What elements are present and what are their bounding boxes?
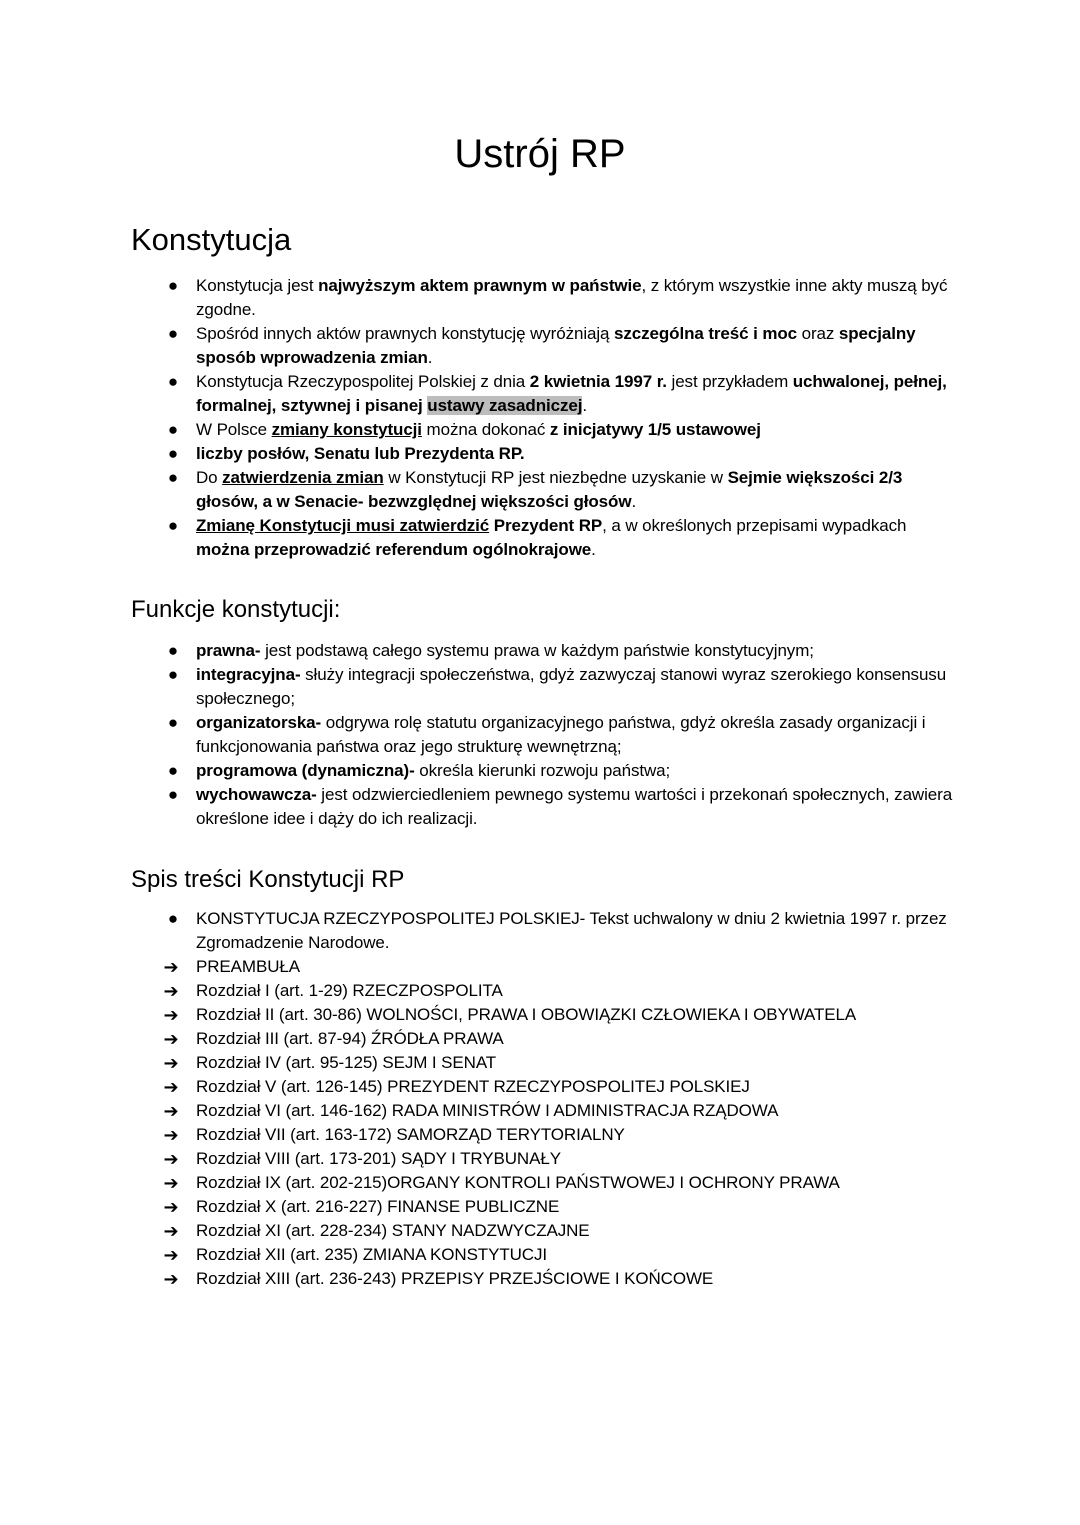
- list-item: ● Zmianę Konstytucji musi zatwierdzić Prezydent RP, a w określonych przepisami wypadkach można przeprowadzić referendum ogólnokrajowe.: [0, 514, 1080, 562]
- highlighted-term: ustawy zasadniczej: [427, 396, 583, 415]
- chapter-item: ➔ Rozdział XIII (art. 236-243) PRZEPISY PRZEJŚCIOWE I KOŃCOWE: [0, 1267, 1080, 1291]
- bullet-icon: ●: [167, 641, 179, 660]
- list-item: ● Spośród innych aktów prawnych konstytucję wyróżniają szczególna treść i moc oraz specjalny sposób wprowadzenia zmian.: [0, 322, 1080, 370]
- list-item: ● prawna- jest podstawą całego systemu prawa w każdym państwie konstytucyjnym;: [0, 639, 1080, 663]
- chapter-item: ➔ Rozdział III (art. 87-94) ŹRÓDŁA PRAWA: [0, 1027, 1080, 1051]
- list-item: ● programowa (dynamiczna)- określa kierunki rozwoju państwa;: [0, 759, 1080, 783]
- chapter-item: ➔ Rozdział XI (art. 228-234) STANY NADZWYCZAJNE: [0, 1219, 1080, 1243]
- arrow-right-icon: ➔: [163, 1197, 179, 1217]
- chapter-item: ➔ Rozdział VIII (art. 173-201) SĄDY I TRYBUNAŁY: [0, 1147, 1080, 1171]
- chapter-item: ➔ Rozdział IV (art. 95-125) SEJM I SENAT: [0, 1051, 1080, 1075]
- chapter-item: ➔ Rozdział XII (art. 235) ZMIANA KONSTYTUCJI: [0, 1243, 1080, 1267]
- arrow-right-icon: ➔: [163, 981, 179, 1001]
- arrow-right-icon: ➔: [163, 1221, 179, 1241]
- arrow-right-icon: ➔: [163, 1053, 179, 1073]
- bullet-icon: ●: [167, 785, 179, 804]
- chapter-item: ➔ Rozdział VI (art. 146-162) RADA MINISTRÓW I ADMINISTRACJA RZĄDOWA: [0, 1099, 1080, 1123]
- list-item: ● W Polsce zmiany konstytucji można dokonać z inicjatywy 1/5 ustawowej: [0, 418, 1080, 442]
- arrow-right-icon: ➔: [163, 1005, 179, 1025]
- bullet-icon: ●: [167, 372, 179, 391]
- arrow-right-icon: ➔: [163, 1077, 179, 1097]
- bullet-icon: ●: [167, 420, 179, 439]
- chapter-item: ➔ Rozdział IX (art. 202-215)ORGANY KONTROLI PAŃSTWOWEJ I OCHRONY PRAWA: [0, 1171, 1080, 1195]
- chapter-item: ➔ Rozdział V (art. 126-145) PREZYDENT RZECZYPOSPOLITEJ POLSKIEJ: [0, 1075, 1080, 1099]
- arrow-right-icon: ➔: [163, 957, 179, 977]
- bullet-icon: ●: [167, 713, 179, 732]
- konstytucja-list: [0, 274, 1080, 562]
- arrow-right-icon: ➔: [163, 1101, 179, 1121]
- arrow-right-icon: ➔: [163, 1029, 179, 1049]
- list-item: ● integracyjna- służy integracji społeczeństwa, gdyż zazwyczaj stanowi wyraz szerokiego konsensusu społecznego;: [0, 663, 1080, 711]
- bullet-icon: ●: [167, 444, 179, 463]
- chapter-item: ➔ Rozdział VII (art. 163-172) SAMORZĄD TERYTORIALNY: [0, 1123, 1080, 1147]
- arrow-right-icon: ➔: [163, 1149, 179, 1169]
- section-heading-funkcje: Funkcje konstytucji:: [131, 596, 341, 623]
- bullet-icon: ●: [167, 665, 179, 684]
- bullet-icon: ●: [167, 324, 179, 343]
- bullet-icon: ●: [167, 468, 179, 487]
- bullet-icon: ●: [167, 516, 179, 535]
- list-item: ● KONSTYTUCJA RZECZYPOSPOLITEJ POLSKIEJ- Tekst uchwalony w dniu 2 kwietnia 1997 r. przez Zgromadzenie Narodowe.: [0, 907, 1080, 955]
- arrow-right-icon: ➔: [163, 1173, 179, 1193]
- bullet-icon: ●: [167, 276, 179, 295]
- list-item: ● organizatorska- odgrywa rolę statutu organizacyjnego państwa, gdyż określa zasady organizacji i funkcjonowania państwa oraz jego strukturę wewnętrzną;: [0, 711, 1080, 759]
- chapter-item: ➔ Rozdział II (art. 30-86) WOLNOŚCI, PRAWA I OBOWIĄZKI CZŁOWIEKA I OBYWATELA: [0, 1003, 1080, 1027]
- bullet-icon: ●: [167, 761, 179, 780]
- page-title: Ustrój RP: [454, 132, 626, 176]
- spis-tresci-list: [0, 907, 1080, 1291]
- chapter-item: ➔ Rozdział X (art. 216-227) FINANSE PUBLICZNE: [0, 1195, 1080, 1219]
- section-heading-spis-tresci: Spis treści Konstytucji RP: [131, 866, 405, 893]
- funkcje-list: [0, 639, 1080, 831]
- list-item: ● Do zatwierdzenia zmian w Konstytucji RP jest niezbędne uzyskanie w Sejmie większości 2/3 głosów, a w Senacie- bezwzględnej większości głosów.: [0, 466, 1080, 514]
- section-heading-konstytucja: Konstytucja: [131, 222, 292, 257]
- arrow-right-icon: ➔: [163, 1269, 179, 1289]
- list-item: ● liczby posłów, Senatu lub Prezydenta RP.: [0, 442, 1080, 466]
- list-item: ● Konstytucja jest najwyższym aktem prawnym w państwie, z którym wszystkie inne akty muszą być zgodne.: [0, 274, 1080, 322]
- bullet-icon: ●: [167, 909, 179, 928]
- chapter-item: ➔ PREAMBUŁA: [0, 955, 1080, 979]
- arrow-right-icon: ➔: [163, 1245, 179, 1265]
- list-item: ● Konstytucja Rzeczypospolitej Polskiej z dnia 2 kwietnia 1997 r. jest przykładem uchwalonej, pełnej, formalnej, sztywnej i pisanej ustawy zasadniczej.: [0, 370, 1080, 418]
- arrow-right-icon: ➔: [163, 1125, 179, 1145]
- chapter-item: ➔ Rozdział I (art. 1-29) RZECZPOSPOLITA: [0, 979, 1080, 1003]
- list-item: ● wychowawcza- jest odzwierciedleniem pewnego systemu wartości i przekonań społecznych, zawiera określone idee i dąży do ich realizacji.: [0, 783, 1080, 831]
